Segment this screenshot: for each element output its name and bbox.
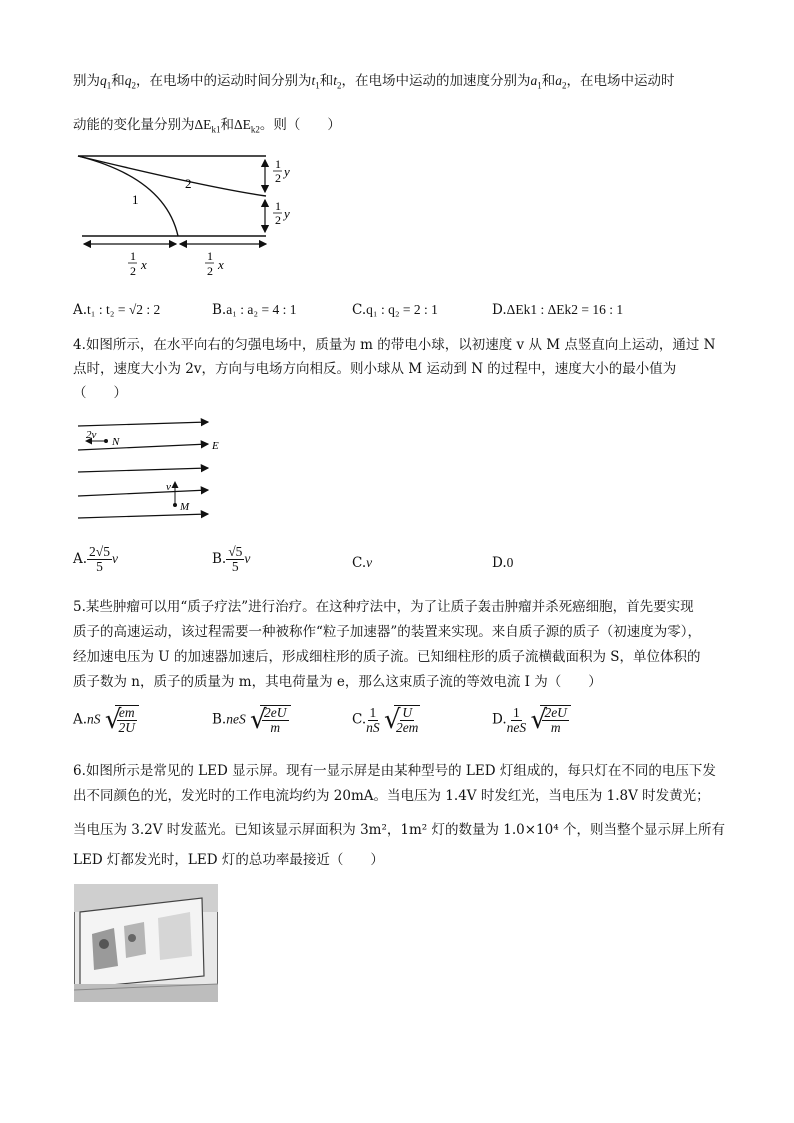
q4-line-2: 点时，速度大小为 2v，方向与电场方向相反。则小球从 M 运动到 N 的过程中，速度大小的最小值为 xyxy=(73,361,677,377)
q4-option-c[interactable]: C.v xyxy=(352,555,373,571)
svg-text:2: 2 xyxy=(275,171,281,185)
trajectory-2-label: 2 xyxy=(185,176,192,191)
svg-text:x: x xyxy=(218,257,224,272)
svg-text:x: x xyxy=(141,257,147,272)
q5-option-b[interactable]: B.neS √ $\frac{2eU}{m}$ xyxy=(212,705,291,735)
q5-line-3: 经加速电压为 U 的加速器加速后，形成细柱形的质子流。已知细柱形的质子流横截面积为 S，单位体积的 xyxy=(73,649,701,665)
svg-text:E: E xyxy=(212,440,219,452)
q4-option-d[interactable]: D.0 xyxy=(492,555,514,571)
q4-option-a[interactable]: A. $\frac{2√5}{5}$ v xyxy=(73,544,118,574)
svg-text:1: 1 xyxy=(130,249,136,263)
q6-line-3: 当电压为 3.2V 时发蓝光。已知该显示屏面积为 3m²，1m² 灯的数量为 1.0×10⁴ 个，则当整个显示屏上所有 xyxy=(73,822,725,838)
q3-line-2: 动能的变化量分别为$\Delta E_{k1}$和$\Delta E_{k2}$。则（ ） xyxy=(73,117,341,135)
q3-trajectory-figure xyxy=(70,148,310,288)
svg-text:v: v xyxy=(166,481,171,493)
q6-line-2: 出不同颜色的光，发光时的工作电流均约为 20mA。当电压为 1.4V 时发红光，当电压为 1.8V 时发黄光； xyxy=(73,788,710,804)
q3-line-1: 别为$q_1$和$q_2$，在电场中的运动时间分别为$t_1$和$t_2$，在电场中运动的加速度分别为$a_1$和$a_2$，在电场中运动时 xyxy=(73,73,675,91)
q3-option-b[interactable]: B.a₁ : a₂ = 4 : 1 xyxy=(212,302,297,318)
svg-text:1: 1 xyxy=(275,199,281,213)
svg-text:2: 2 xyxy=(130,264,136,278)
svg-text:y: y xyxy=(284,164,290,179)
svg-text:2: 2 xyxy=(207,264,213,278)
q4-field-figure xyxy=(72,412,242,526)
q4-option-b[interactable]: B. $\frac{√5}{5}$ v xyxy=(212,544,251,574)
q3-option-a[interactable]: A.t₁ : t₂ = √2 : 2 xyxy=(73,302,161,318)
trajectory-1-label: 1 xyxy=(132,192,139,207)
svg-text:N: N xyxy=(112,436,120,448)
q5-line-1: 5.某些肿瘤可以用“质子疗法”进行治疗。在这种疗法中，为了让质子轰击肿瘤并杀死癌细胞，首先要实现 xyxy=(73,599,694,615)
q3-option-c[interactable]: C.q₁ : q₂ = 2 : 1 xyxy=(352,302,438,318)
q5-option-c[interactable]: C. $\frac{1}{nS}$ √ $\frac{U}{2em}$ xyxy=(352,704,419,735)
q3-option-d[interactable]: D.ΔEk1 : ΔEk2 = 16 : 1 xyxy=(492,302,624,318)
svg-text:1: 1 xyxy=(207,249,213,263)
q5-option-d[interactable]: D. $\frac{1}{\text{neS}}$ √ $\frac{2eU}{m}$ xyxy=(492,705,571,735)
q5-line-4: 质子数为 n，质子的质量为 m，其电荷量为 e，那么这束质子流的等效电流 I 为（ ） xyxy=(73,674,602,690)
q6-line-1: 6.如图所示是常见的 LED 显示屏。现有一显示屏是由某种型号的 LED 灯组成的，每只灯在不同的电压下发 xyxy=(73,763,716,779)
q6-line-4: LED 灯都发光时，LED 灯的总功率最接近（ ） xyxy=(73,852,384,868)
svg-text:M: M xyxy=(180,501,190,513)
svg-text:y: y xyxy=(284,206,290,221)
q5-option-a[interactable]: A.nS √ $\frac{em}{2U}$ xyxy=(73,705,139,735)
svg-text:2v: 2v xyxy=(86,429,97,441)
led-screen-photo xyxy=(74,884,218,1002)
svg-text:2: 2 xyxy=(275,213,281,227)
q5-line-2: 质子的高速运动，该过程需要一种被称作“粒子加速器”的装置来实现。来自质子源的质子（初速度为零）， xyxy=(73,624,702,640)
svg-text:1: 1 xyxy=(275,157,281,171)
q4-line-1: 4.如图所示，在水平向右的匀强电场中，质量为 m 的带电小球，以初速度 v 从 M 点竖直向上运动，通过 N xyxy=(73,337,716,353)
q4-line-3: （ ） xyxy=(73,385,127,401)
